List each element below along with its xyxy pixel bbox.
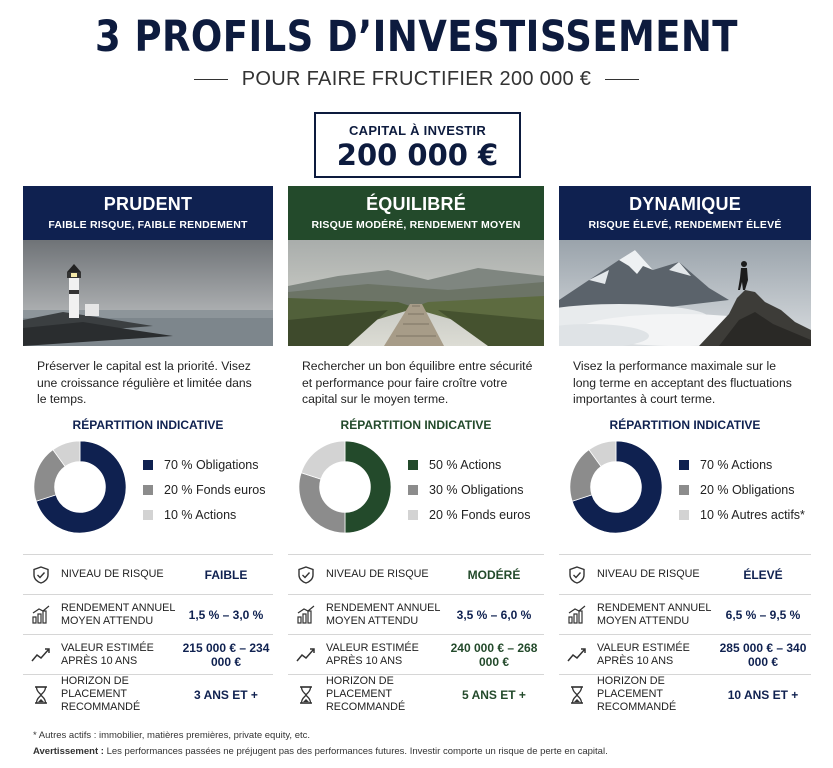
- subtitle-rule-left: [194, 79, 228, 80]
- legend-swatch: [143, 460, 153, 470]
- metrics-list: [288, 554, 544, 714]
- bar-chart-icon: [31, 605, 51, 625]
- legend-label: 70 % Actions: [700, 457, 773, 472]
- metric-row-value: [559, 634, 811, 674]
- page-subtitle: POUR FAIRE FRUCTIFIER 200 000 €: [241, 68, 592, 90]
- profile-header: [23, 186, 273, 240]
- legend-label: 10 % Actions: [164, 507, 237, 522]
- metric-row-horizon: [559, 674, 811, 714]
- allocation-donut: [569, 440, 663, 534]
- legend-label: 20 % Fonds euros: [164, 482, 266, 497]
- lighthouse-scene: [23, 240, 273, 346]
- bar-chart-icon: [567, 605, 587, 625]
- capital-value: 200 000 €: [336, 138, 499, 172]
- metric-row-return: [559, 594, 811, 634]
- donut-slice-0: [345, 441, 391, 533]
- allocation-donut: [298, 440, 392, 534]
- metric-label: VALEUR ESTIMÉE APRÈS 10 ANS: [597, 641, 690, 667]
- trend-line-icon: [296, 645, 316, 665]
- allocation-title: RÉPARTITION INDICATIVE: [340, 418, 492, 432]
- profile-tagline: RISQUE MODÉRÉ, RENDEMENT MOYEN: [311, 219, 521, 231]
- metric-label: HORIZON DE PLACEMENT RECOMMANDÉ: [597, 675, 677, 713]
- path-hills-scene: [288, 240, 544, 346]
- page-title: 3 PROFILS D’INVESTISSEMENT: [95, 12, 738, 62]
- bar-chart-icon: [296, 605, 316, 625]
- metric-row-value: [23, 634, 273, 674]
- allocation-legend: [143, 452, 265, 527]
- profile-description: Préserver le capital est la priorité. Visez une croissance régulière et limitée dans le temps.: [37, 359, 252, 406]
- metric-value: 1,5 % – 3,0 %: [188, 607, 264, 622]
- legend-swatch: [143, 485, 153, 495]
- metric-row-risk: [559, 554, 811, 594]
- capital-box: [314, 112, 521, 178]
- metric-row-horizon: [23, 674, 273, 714]
- profile-name: DYNAMIQUE: [629, 194, 741, 214]
- metric-label: RENDEMENT ANNUEL MOYEN ATTENDU: [597, 601, 711, 627]
- metric-label: VALEUR ESTIMÉE APRÈS 10 ANS: [61, 641, 154, 667]
- metric-label: VALEUR ESTIMÉE APRÈS 10 ANS: [326, 641, 419, 667]
- legend-label: 50 % Actions: [429, 457, 502, 472]
- legend-item: [679, 452, 805, 477]
- disclaimer-text: Les performances passées ne préjugent pas des performances futures. Investir comporte un risque de perte en capital.: [103, 746, 608, 757]
- legend-item: [408, 502, 530, 527]
- allocation-block: [559, 436, 811, 544]
- metric-value: FAIBLE: [204, 567, 248, 582]
- metrics-list: [559, 554, 811, 714]
- legend-label: 30 % Obligations: [429, 482, 524, 497]
- mountain-climber-scene: [559, 240, 811, 346]
- shield-icon: [567, 565, 587, 585]
- metric-row-risk: [23, 554, 273, 594]
- hourglass-icon: [567, 685, 587, 705]
- hourglass-icon: [296, 685, 316, 705]
- metric-label: RENDEMENT ANNUEL MOYEN ATTENDU: [61, 601, 175, 627]
- allocation-donut: [33, 440, 127, 534]
- legend-label: 20 % Obligations: [700, 482, 795, 497]
- profile-card-prudent: [23, 186, 273, 714]
- profile-card-equilibre: [288, 186, 544, 714]
- legend-item: [408, 477, 530, 502]
- metric-value: 10 ANS ET +: [727, 687, 799, 702]
- legend-swatch: [679, 485, 689, 495]
- legend-item: [143, 452, 265, 477]
- legend-swatch: [408, 485, 418, 495]
- metric-label: HORIZON DE PLACEMENT RECOMMANDÉ: [61, 675, 141, 713]
- metric-value: 240 000 € – 268 000 €: [450, 640, 538, 669]
- metric-value: 5 ANS ET +: [462, 687, 526, 702]
- metric-value: MODÉRÉ: [467, 567, 521, 582]
- metric-value: 6,5 % – 9,5 %: [725, 607, 801, 622]
- donut-slice-1: [299, 473, 345, 533]
- legend-swatch: [408, 510, 418, 520]
- legend-swatch: [143, 510, 153, 520]
- profile-header: [288, 186, 544, 240]
- profile-description: Rechercher un bon équilibre entre sécurité et performance pour faire croître votre capital sur le moyen terme.: [302, 359, 533, 406]
- legend-label: 70 % Obligations: [164, 457, 259, 472]
- metric-row-return: [23, 594, 273, 634]
- legend-item: [143, 477, 265, 502]
- subtitle-row: [0, 68, 833, 91]
- metric-value: 215 000 € – 234 000 €: [182, 640, 270, 669]
- profile-description: Visez la performance maximale sur le long terme en acceptant des fluctuations importantes à court terme.: [573, 359, 792, 406]
- capital-label: CAPITAL À INVESTIR: [348, 123, 487, 138]
- subtitle-rule-right: [605, 79, 639, 80]
- trend-line-icon: [31, 645, 51, 665]
- allocation-legend: [679, 452, 805, 527]
- footnote: * Autres actifs : immobilier, matières premières, private equity, etc.: [33, 730, 311, 741]
- metric-label: RENDEMENT ANNUEL MOYEN ATTENDU: [326, 601, 440, 627]
- allocation-title: RÉPARTITION INDICATIVE: [609, 418, 761, 432]
- metric-row-risk: [288, 554, 544, 594]
- legend-item: [679, 477, 805, 502]
- metric-row-horizon: [288, 674, 544, 714]
- metric-label: NIVEAU DE RISQUE: [326, 568, 429, 580]
- legend-item: [679, 502, 805, 527]
- profile-card-dynamique: [559, 186, 811, 714]
- hourglass-icon: [31, 685, 51, 705]
- metric-label: NIVEAU DE RISQUE: [61, 568, 164, 580]
- disclaimer-label: Avertissement :: [33, 746, 104, 757]
- metric-value: 3,5 % – 6,0 %: [456, 607, 532, 622]
- metric-row-return: [288, 594, 544, 634]
- metric-value: 3 ANS ET +: [194, 687, 258, 702]
- metrics-list: [23, 554, 273, 714]
- allocation-block: [288, 436, 544, 544]
- metric-row-value: [288, 634, 544, 674]
- profile-tagline: FAIBLE RISQUE, FAIBLE RENDEMENT: [48, 219, 248, 231]
- metric-value: 285 000 € – 340 000 €: [719, 640, 807, 669]
- profile-name: PRUDENT: [103, 194, 193, 214]
- shield-icon: [296, 565, 316, 585]
- metric-label: NIVEAU DE RISQUE: [597, 568, 700, 580]
- profile-tagline: RISQUE ÉLEVÉ, RENDEMENT ÉLEVÉ: [588, 219, 782, 231]
- allocation-title: RÉPARTITION INDICATIVE: [72, 418, 224, 432]
- profile-header: [559, 186, 811, 240]
- donut-slice-2: [301, 441, 345, 479]
- metric-value: ÉLEVÉ: [743, 567, 783, 582]
- profile-name: ÉQUILIBRÉ: [366, 194, 466, 214]
- disclaimer: [33, 746, 608, 757]
- legend-label: 20 % Fonds euros: [429, 507, 531, 522]
- allocation-block: [23, 436, 273, 544]
- legend-swatch: [408, 460, 418, 470]
- legend-item: [408, 452, 530, 477]
- trend-line-icon: [567, 645, 587, 665]
- shield-icon: [31, 565, 51, 585]
- allocation-legend: [408, 452, 530, 527]
- legend-swatch: [679, 460, 689, 470]
- legend-item: [143, 502, 265, 527]
- metric-label: HORIZON DE PLACEMENT RECOMMANDÉ: [326, 675, 406, 713]
- legend-label: 10 % Autres actifs*: [700, 507, 805, 522]
- legend-swatch: [679, 510, 689, 520]
